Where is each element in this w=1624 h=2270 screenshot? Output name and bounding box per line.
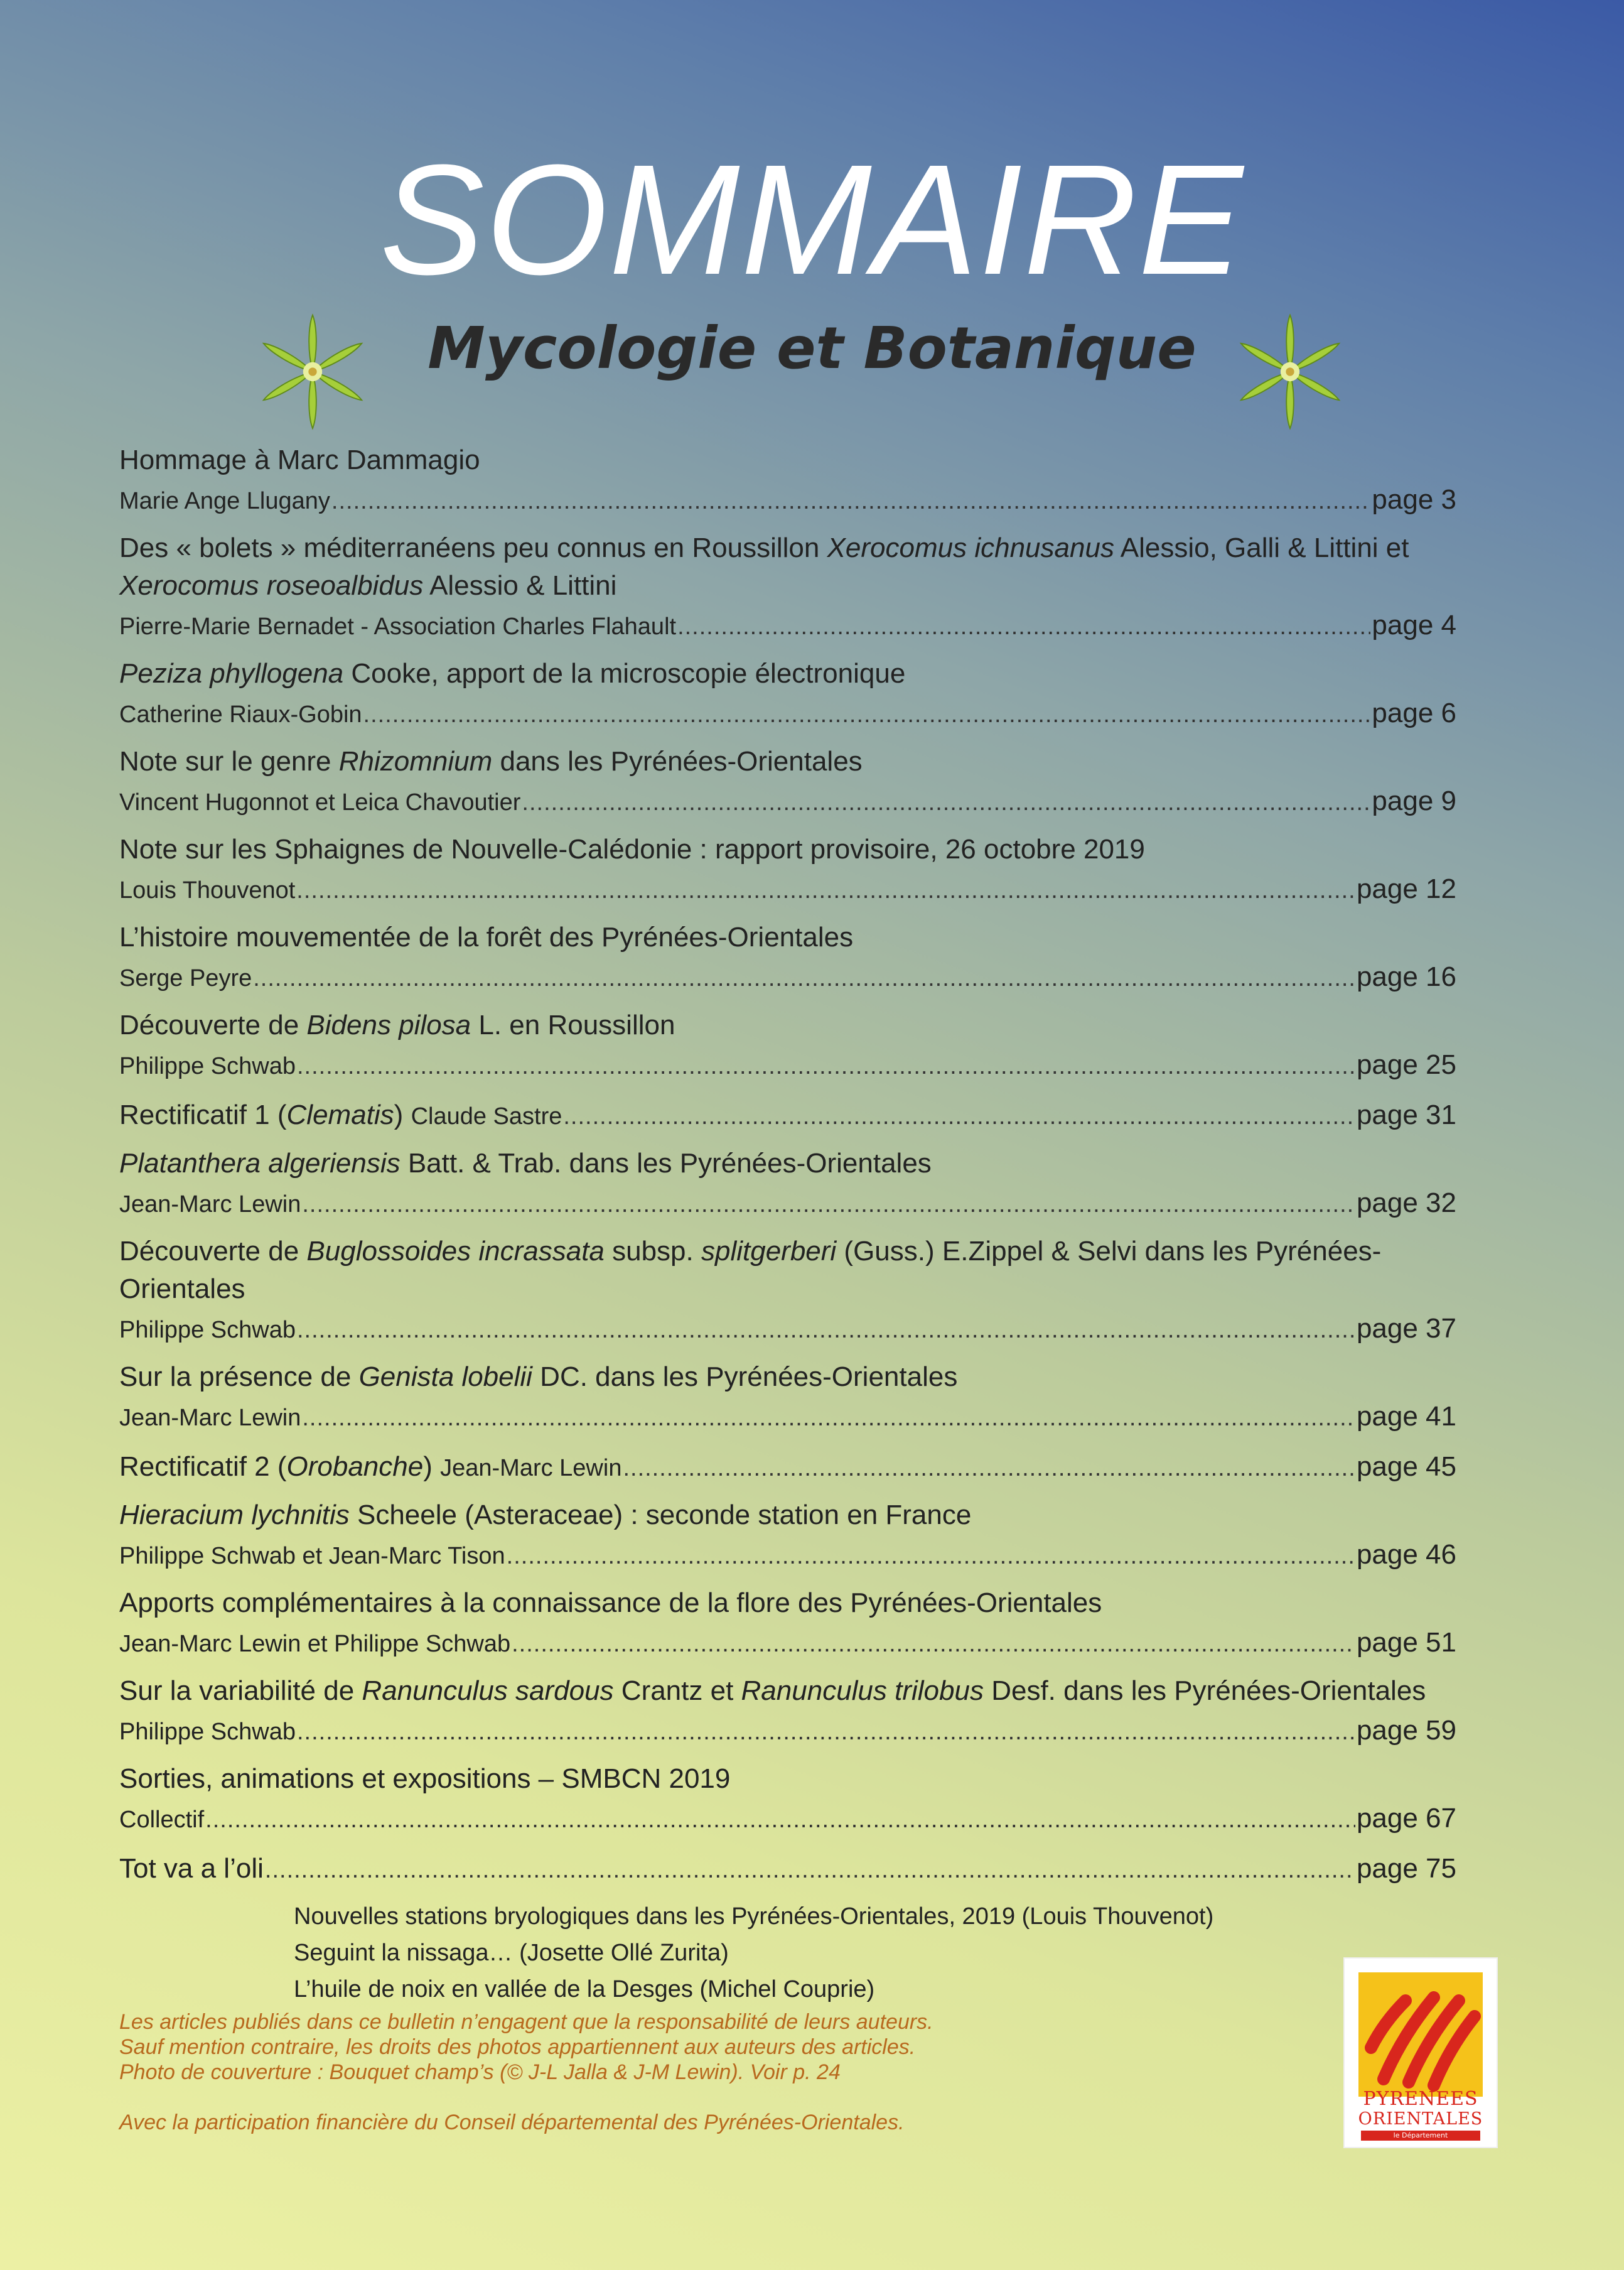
toc-entry-page: page 25 xyxy=(1356,1049,1456,1080)
toc-entry-leader-line xyxy=(119,1044,1456,1086)
toc-entry xyxy=(119,743,1456,822)
toc-entry xyxy=(119,529,1456,646)
pyrenees-orientales-logo xyxy=(1343,1957,1498,2148)
toc-entry xyxy=(119,1446,1456,1488)
toc-entry xyxy=(119,1848,1456,1889)
toc-entry-page: page 3 xyxy=(1372,484,1456,515)
toc-entry xyxy=(119,1672,1456,1751)
toc-entry xyxy=(119,1094,1456,1136)
toc-entry-leader-line xyxy=(119,479,1456,521)
toc-entry-page: page 75 xyxy=(1356,1853,1456,1884)
dot-leader xyxy=(507,1535,1355,1577)
toc-entry xyxy=(119,1233,1456,1349)
toc-entry-page: page 32 xyxy=(1356,1187,1456,1218)
toc-entry-leader-line xyxy=(119,1094,1456,1136)
toc-entry-page: page 9 xyxy=(1372,786,1456,816)
note-line: Sauf mention contraire, les droits des photos appartiennent aux auteurs des articles. xyxy=(119,2035,916,2059)
toc-entry-title: Rectificatif 2 (Orobanche) Jean-Marc Lewin xyxy=(119,1451,622,1482)
toc-entry xyxy=(119,1145,1456,1224)
dot-leader xyxy=(297,1309,1355,1351)
dot-leader xyxy=(205,1799,1355,1840)
dot-leader xyxy=(265,1849,1355,1891)
toc-entry-leader-line xyxy=(119,1710,1456,1751)
toc-sub-item: Seguint la nissaga… (Josette Ollé Zurita) xyxy=(294,1940,729,1966)
dot-leader xyxy=(331,480,1371,522)
toc-entry-author: Vincent Hugonnot et Leica Chavoutier xyxy=(119,789,521,816)
toc-entry-page: page 6 xyxy=(1372,698,1456,728)
toc-entry-leader-line xyxy=(119,605,1456,646)
toc-entry-leader-line xyxy=(119,1308,1456,1349)
dot-leader xyxy=(302,1397,1355,1439)
logo-text-1: PYRENEES xyxy=(1363,2088,1478,2110)
toc-entry-author: Marie Ange Llugany xyxy=(119,488,330,514)
note-line: Les articles publiés dans ce bulletin n’engagent que la responsabilité de leurs auteurs. xyxy=(119,2010,933,2034)
dot-leader xyxy=(623,1447,1355,1489)
dot-leader xyxy=(297,1711,1355,1753)
toc-entry-title: Tot va a l’oli xyxy=(119,1853,264,1884)
toc-entry xyxy=(119,1496,1456,1575)
toc-entry-page: page 45 xyxy=(1356,1451,1456,1482)
toc-entry-author: Jean-Marc Lewin et Philippe Schwab xyxy=(119,1631,511,1657)
toc-entry-author: Serge Peyre xyxy=(119,965,252,992)
toc-entry-title: Hieracium lychnitis Scheele (Asteraceae) : seconde station en France xyxy=(119,1500,972,1530)
toc-entry-page: page 67 xyxy=(1356,1803,1456,1834)
toc-entry-page: page 31 xyxy=(1356,1100,1456,1130)
toc-entry-title: Des « bolets » méditerranéens peu connus en Roussillon Xerocomus ichnusanus Alessio, Galli & Littini et Xerocomus roseoalbidus Alessio & Littini xyxy=(119,532,1409,601)
disclaimer-notes xyxy=(119,2009,1312,2135)
toc-entry-title: Sur la présence de Genista lobelii DC. dans les Pyrénées-Orientales xyxy=(119,1361,958,1392)
toc-entry-title: L’histoire mouvementée de la forêt des Pyrénées-Orientales xyxy=(119,922,854,953)
toc-entry-leader-line xyxy=(119,1182,1456,1224)
toc-entry-author: Jean-Marc Lewin xyxy=(119,1191,301,1218)
logo-band: le Département xyxy=(1361,2131,1480,2141)
toc-entry-leader-line xyxy=(119,868,1456,910)
toc-entry-title: Peziza phyllogena Cooke, apport de la microscopie électronique xyxy=(119,658,906,689)
toc-entry-leader-line xyxy=(119,1396,1456,1437)
toc-entry-page: page 51 xyxy=(1356,1627,1456,1658)
toc-entry-leader-line xyxy=(119,1798,1456,1839)
toc-entry xyxy=(119,919,1456,998)
dot-leader xyxy=(677,606,1370,647)
toc-entry-title: Sur la variabilité de Ranunculus sardous Crantz et Ranunculus trilobus Desf. dans les Pyrénées-Orientales xyxy=(119,1675,1426,1706)
toc-entry-leader-line xyxy=(119,1848,1456,1889)
note-line: Photo de couverture : Bouquet champ’s (© J-L Jalla & J-M Lewin). Voir p. 24 xyxy=(119,2060,841,2084)
dot-leader xyxy=(253,958,1355,999)
dot-leader xyxy=(297,1046,1355,1087)
toc-sub-item: Nouvelles stations bryologiques dans les Pyrénées-Orientales, 2019 (Louis Thouvenot) xyxy=(294,1903,1214,1930)
toc-entry xyxy=(119,655,1456,734)
toc-entry-leader-line xyxy=(119,1446,1456,1488)
funding-note: Avec la participation financière du Conseil départemental des Pyrénées-Orientales. xyxy=(119,2111,905,2134)
toc-entry-author: Catherine Riaux-Gobin xyxy=(119,701,362,728)
logo-emblem xyxy=(1358,1972,1483,2097)
toc-entry xyxy=(119,441,1456,521)
toc-entry-title: Découverte de Buglossoides incrassata subsp. splitgerberi (Guss.) E.Zippel & Selvi dans les Pyrénées-Orientales xyxy=(119,1236,1382,1304)
toc-entry-title: Note sur le genre Rhizomnium dans les Pyrénées-Orientales xyxy=(119,746,863,777)
toc-entry-page: page 37 xyxy=(1356,1313,1456,1344)
dot-leader xyxy=(363,694,1371,735)
dot-leader xyxy=(302,1184,1355,1225)
toc-entry-title: Hommage à Marc Dammagio xyxy=(119,445,480,475)
dot-leader xyxy=(522,782,1370,823)
toc-entry-leader-line xyxy=(119,1534,1456,1575)
toc-entry-author: Pierre-Marie Bernadet - Association Charles Flahault xyxy=(119,613,677,640)
toc-entry-leader-line xyxy=(119,693,1456,734)
toc-entry-author: Collectif xyxy=(119,1807,205,1833)
toc-entry xyxy=(119,1007,1456,1086)
toc-sub-item: L’huile de noix en vallée de la Desges (Michel Couprie) xyxy=(294,1976,875,2002)
toc-entry-page: page 12 xyxy=(1356,873,1456,904)
toc-entry-author: Philippe Schwab et Jean-Marc Tison xyxy=(119,1543,505,1569)
toc-entry-title: Note sur les Sphaignes de Nouvelle-Calédonie : rapport provisoire, 26 octobre 2019 xyxy=(119,834,1145,865)
toc-entry xyxy=(119,1760,1456,1839)
toc-entry xyxy=(119,831,1456,910)
table-of-contents xyxy=(119,441,1456,2008)
toc-entry-title: Apports complémentaires à la connaissance de la flore des Pyrénées-Orientales xyxy=(119,1587,1102,1618)
toc-entry-page: page 4 xyxy=(1372,610,1456,640)
dot-leader xyxy=(512,1623,1355,1665)
toc-entry-leader-line xyxy=(119,781,1456,822)
toc-entry-page: page 41 xyxy=(1356,1401,1456,1432)
toc-entry-page: page 59 xyxy=(1356,1715,1456,1746)
toc-entry-page: page 46 xyxy=(1356,1539,1456,1570)
logo-text-2: ORIENTALES xyxy=(1358,2109,1483,2129)
toc-entry-author: Philippe Schwab xyxy=(119,1719,296,1745)
toc-entry-author: Philippe Schwab xyxy=(119,1053,296,1079)
toc-entry-leader-line xyxy=(119,1622,1456,1663)
dot-leader xyxy=(563,1096,1355,1137)
toc-entry xyxy=(119,1584,1456,1663)
toc-entry-title: Rectificatif 1 (Clematis) Claude Sastre xyxy=(119,1100,562,1130)
toc-entry xyxy=(119,1358,1456,1437)
toc-entry-title: Découverte de Bidens pilosa L. en Roussillon xyxy=(119,1010,675,1040)
toc-entry-leader-line xyxy=(119,956,1456,998)
toc-entry-title: Platanthera algeriensis Batt. & Trab. dans les Pyrénées-Orientales xyxy=(119,1148,932,1179)
toc-entry-author: Louis Thouvenot xyxy=(119,877,296,904)
toc-entry-author: Jean-Marc Lewin xyxy=(119,1405,301,1431)
toc-entry-author: Philippe Schwab xyxy=(119,1317,296,1343)
toc-entry-page: page 16 xyxy=(1356,961,1456,992)
page-subtitle: Mycologie et Botanique xyxy=(428,315,1196,382)
toc-entry-title: Sorties, animations et expositions – SMBCN 2019 xyxy=(119,1763,731,1794)
page-title: SOMMAIRE xyxy=(379,132,1245,307)
dot-leader xyxy=(296,870,1355,911)
